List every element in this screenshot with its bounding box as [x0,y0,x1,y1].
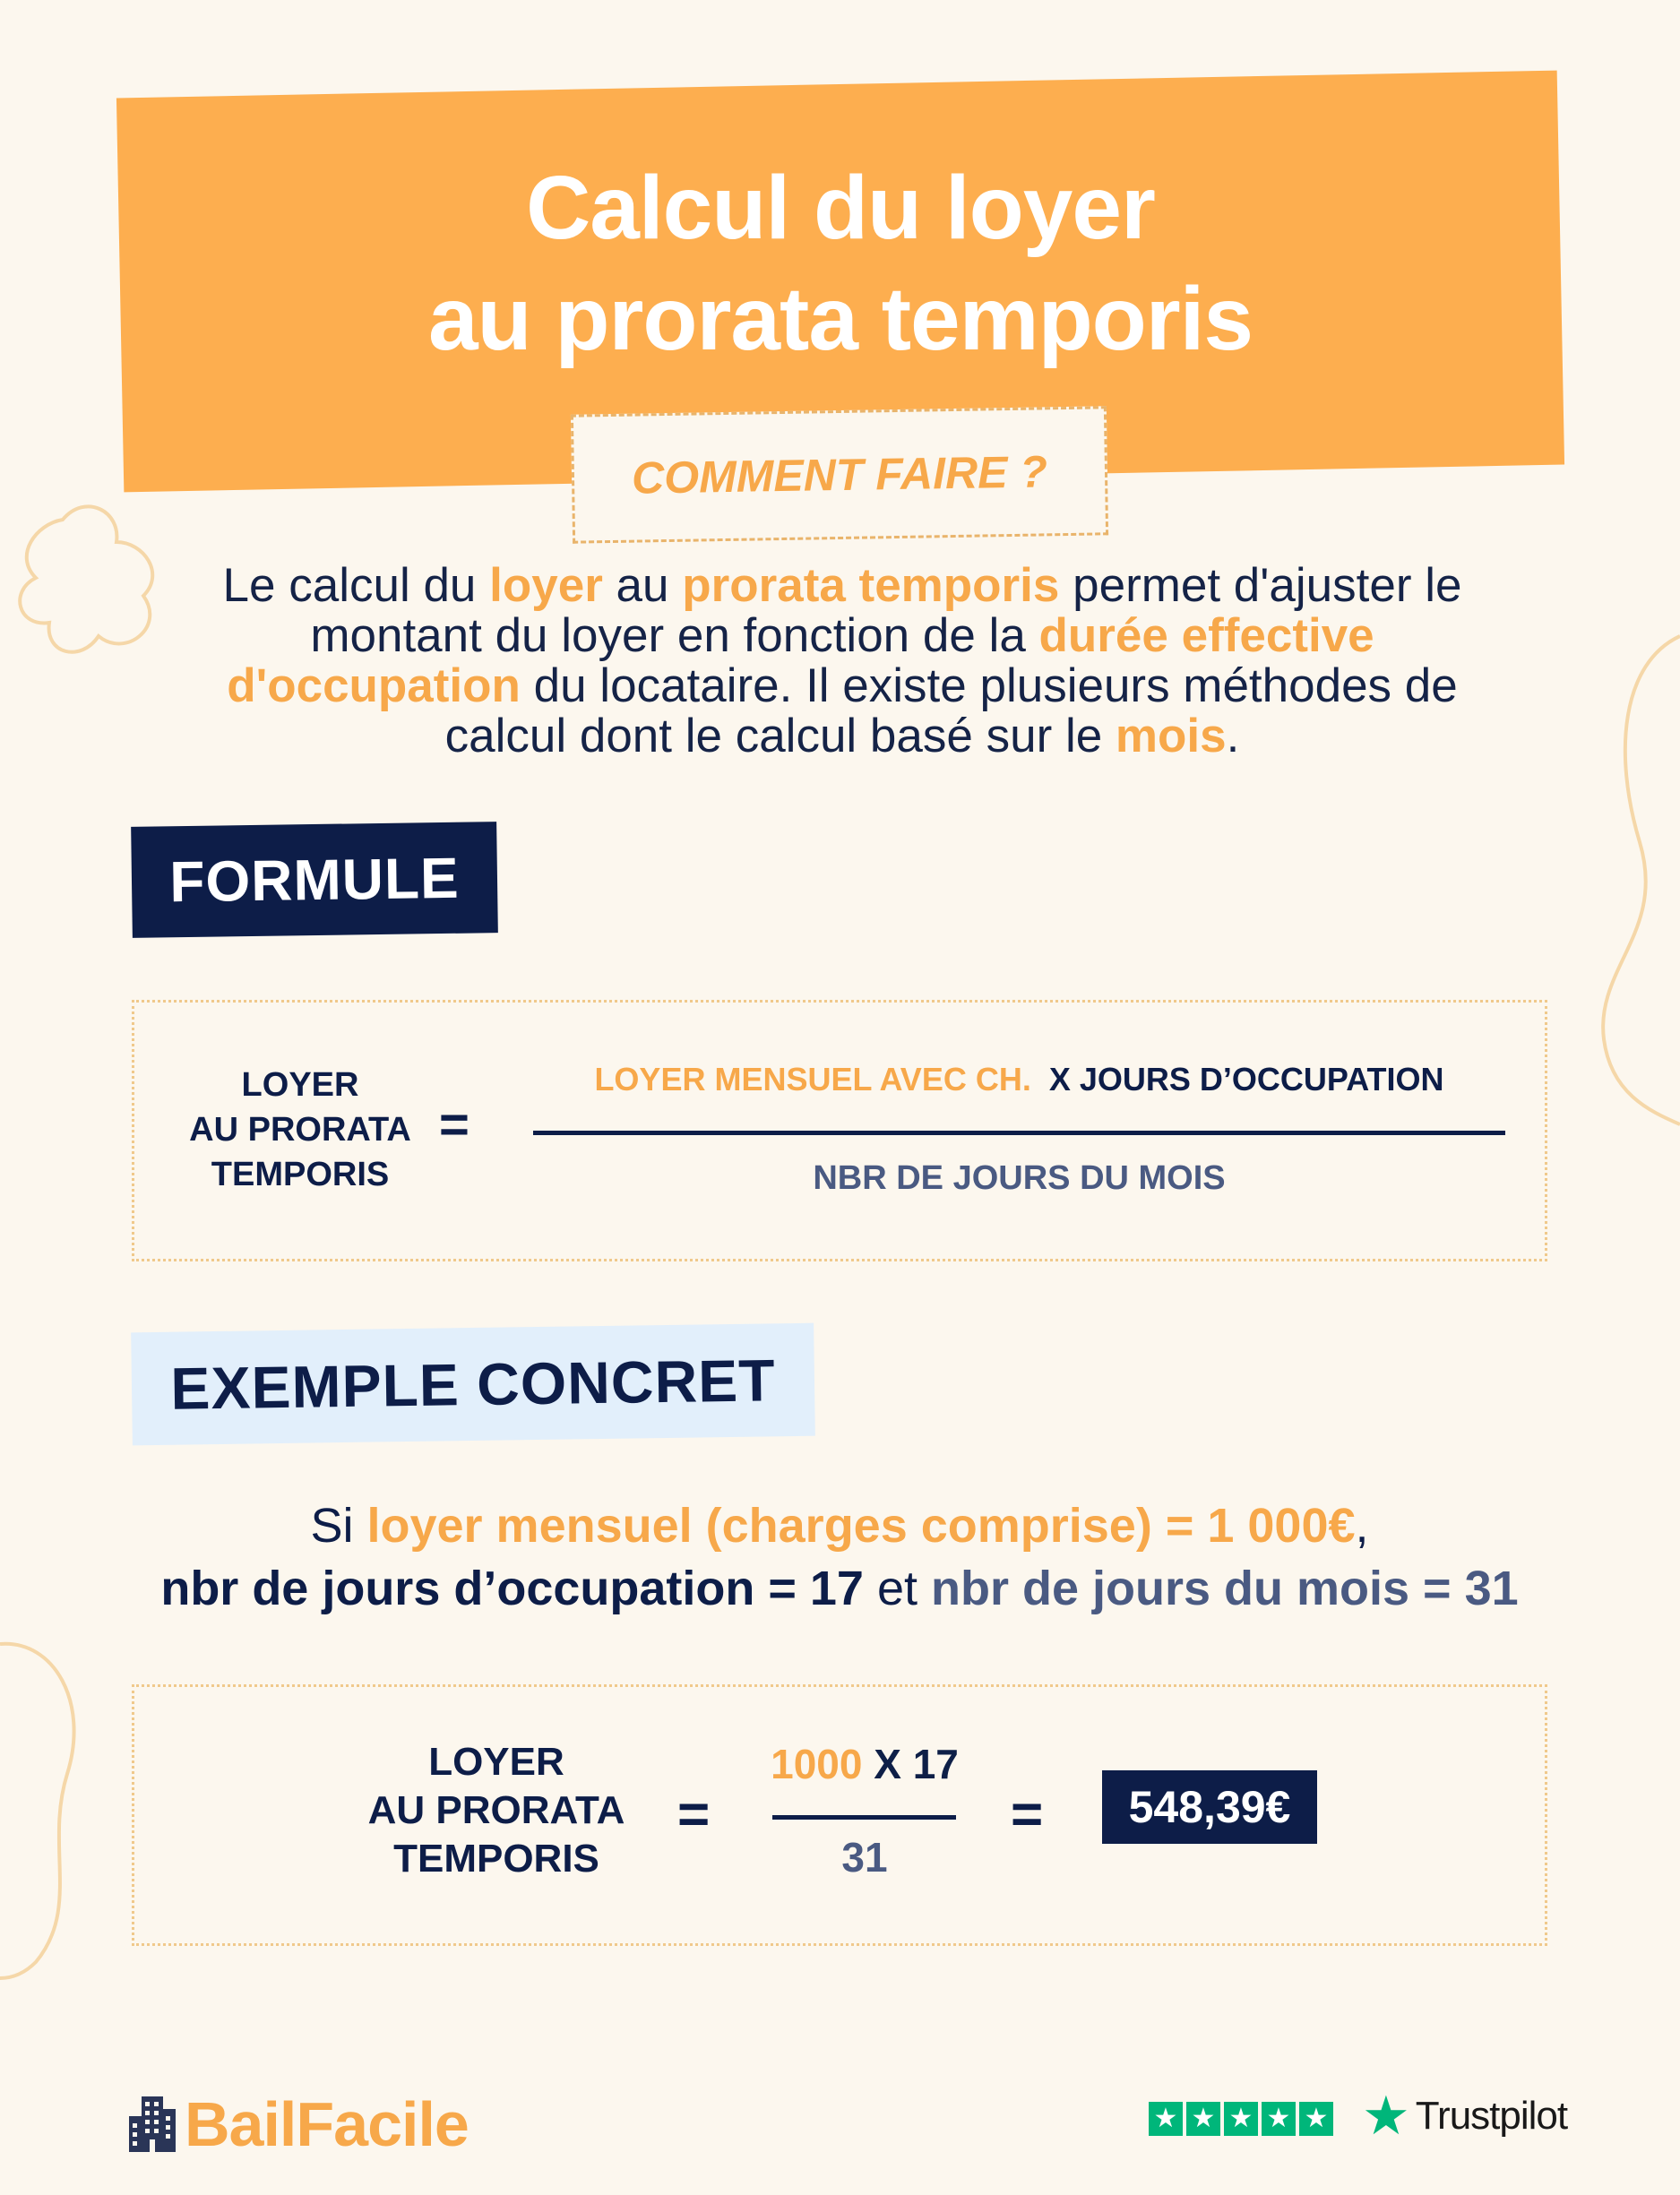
formula-lhs-line: TEMPORIS [211,1156,390,1193]
example-lhs-line: LOYER [428,1740,564,1784]
intro-text: au [602,559,683,612]
equals-sign: = [677,1784,711,1846]
star-icon: ★ [1149,2102,1183,2136]
decorative-curve-right [1586,627,1680,1129]
example-rent: loyer mensuel (charges comprise) = 1 000€ [366,1499,1356,1553]
intro-text: du locataire. Il existe plusieurs méthodes de calcul dont le calcul basé sur le [444,659,1458,762]
intro-text: permet d'ajuster le montant du loyer en fonction de la [310,559,1462,662]
trustpilot-name: Trustpilot [1415,2094,1568,2138]
numerator-rent: LOYER MENSUEL AVEC CH. [594,1061,1031,1098]
intro-highlight: durée effective d'occupation [227,609,1374,712]
star-icon: ★ [1299,2102,1333,2136]
example-text: et [863,1562,932,1615]
example-text: Si [310,1499,367,1553]
star-icon: ★ [1262,2102,1296,2136]
result-badge [1102,1770,1317,1844]
section-label-text: FORMULE [168,845,461,915]
example-lhs [353,1738,640,1883]
subtitle-box [571,406,1108,543]
brand-logo[interactable] [129,2084,469,2165]
section-label-exemple [131,1323,815,1446]
example-denominator: 31 [841,1834,888,1881]
title-line-2: au prorata temporis [427,269,1254,369]
formula-numerator [533,1061,1505,1098]
example-statement [132,1494,1547,1620]
intro-highlight: prorata temporis [682,559,1060,612]
formula-denominator: NBR DE JOURS DU MOIS [813,1159,1226,1197]
numerator-days-value: X 17 [862,1741,959,1787]
section-label-text: EXEMPLE CONCRET [169,1347,777,1422]
formula-lhs-line: LOYER [241,1066,359,1104]
example-line-2 [132,1557,1547,1620]
formula-lhs [170,1063,430,1197]
brand-name: BailFacile [185,2089,469,2159]
result-value: 548,39€ [1128,1782,1291,1832]
title-line-1: Calcul du loyer [526,158,1155,258]
fraction-bar [533,1131,1505,1135]
example-lhs-line: TEMPORIS [393,1837,599,1881]
section-label-formule [131,822,498,938]
decorative-curve-left-bottom [0,1640,85,1980]
fraction-bar [772,1815,956,1820]
intro-highlight: mois [1115,710,1227,762]
decorative-blob-left-top [9,493,161,663]
building-icon [129,2096,176,2152]
intro-paragraph [170,561,1514,762]
trustpilot-star-icon: ★ [1362,2086,1410,2146]
example-text: , [1355,1499,1369,1553]
numerator-rent-value: 1000 [771,1741,863,1787]
example-month-days: nbr de jours du mois = 31 [931,1562,1519,1615]
intro-text: Le calcul du [222,559,490,612]
numerator-days: X JOURS D’OCCUPATION [1048,1061,1444,1098]
equals-sign: = [439,1096,470,1154]
star-icon: ★ [1186,2102,1220,2136]
intro-highlight: loyer [489,559,603,612]
page-title [120,152,1561,374]
rating-stars [1149,2102,1333,2136]
example-occupation-days: nbr de jours d’occupation = 17 [160,1562,864,1615]
example-lhs-line: AU PRORATA [367,1788,625,1832]
trustpilot-logo[interactable] [1362,2086,1568,2146]
star-icon: ★ [1224,2102,1258,2136]
equals-sign: = [1011,1784,1044,1846]
subtitle: COMMENT FAIRE ? [631,446,1048,504]
example-numerator [766,1740,963,1788]
formula-lhs-line: AU PRORATA [189,1111,411,1149]
intro-text: . [1226,710,1240,762]
example-line-1 [132,1494,1547,1557]
